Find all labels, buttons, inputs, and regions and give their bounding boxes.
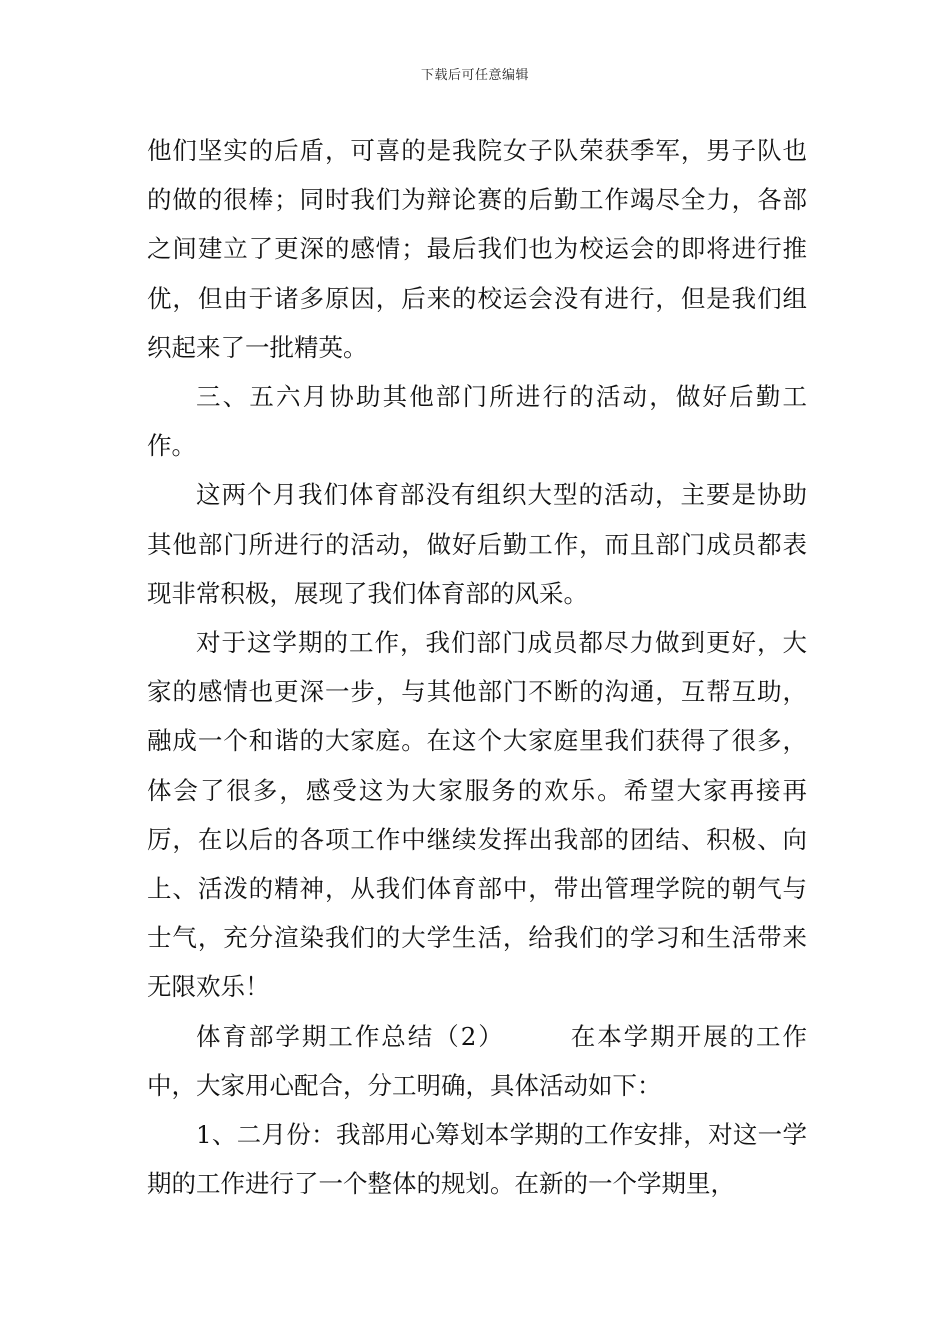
page-header: 下载后可任意编辑 [420,68,529,83]
section-title: 体育部学期工作总结（2） [196,1021,505,1051]
paragraph-4: 对于这学期的工作，我们部门成员都尽力做到更好，大家的感情也更深一步，与其他部门不断的沟通，互帮互助，融成一个和谐的大家庭。在这个大家庭里我们获得了很多，体会了很多，感受这为大家服务的欢乐。希望大家再接再厉，在以后的各项工作中继续发挥出我部的团结、积极、向上、活泼的精神，从我们体育部中，带出管理学院的朝气与士气，充分渲染我们的大学生活，给我们的学习和生活带来无限欢乐！ [147,628,807,1002]
paragraph-1: 他们坚实的后盾，可喜的是我院女子队荣获季军，男子队也的做的很棒；同时我们为辩论赛的后勤工作竭尽全力，各部之间建立了更深的感情；最后我们也为校运会的即将进行推优，但由于诸多原因，后来的校运会没有进行，但是我们组织起来了一批精英。 [147,136,807,362]
section-intro: 在本学期开展的工作中，大家用心配合，分工明确，具体活动如下： [147,1021,807,1100]
document-body [147,126,807,1208]
paragraph-3: 这两个月我们体育部没有组织大型的活动，主要是协助其他部门所进行的活动，做好后勤工作，而且部门成员都表现非常积极，展现了我们体育部的风采。 [147,480,807,608]
paragraph-5 [147,1012,807,1110]
paragraph-2: 三、五六月协助其他部门所进行的活动，做好后勤工作。 [147,382,807,461]
paragraph-6: 1、二月份：我部用心筹划本学期的工作安排，对这一学期的工作进行了一个整体的规划。在新的一个学期里， [147,1120,807,1199]
